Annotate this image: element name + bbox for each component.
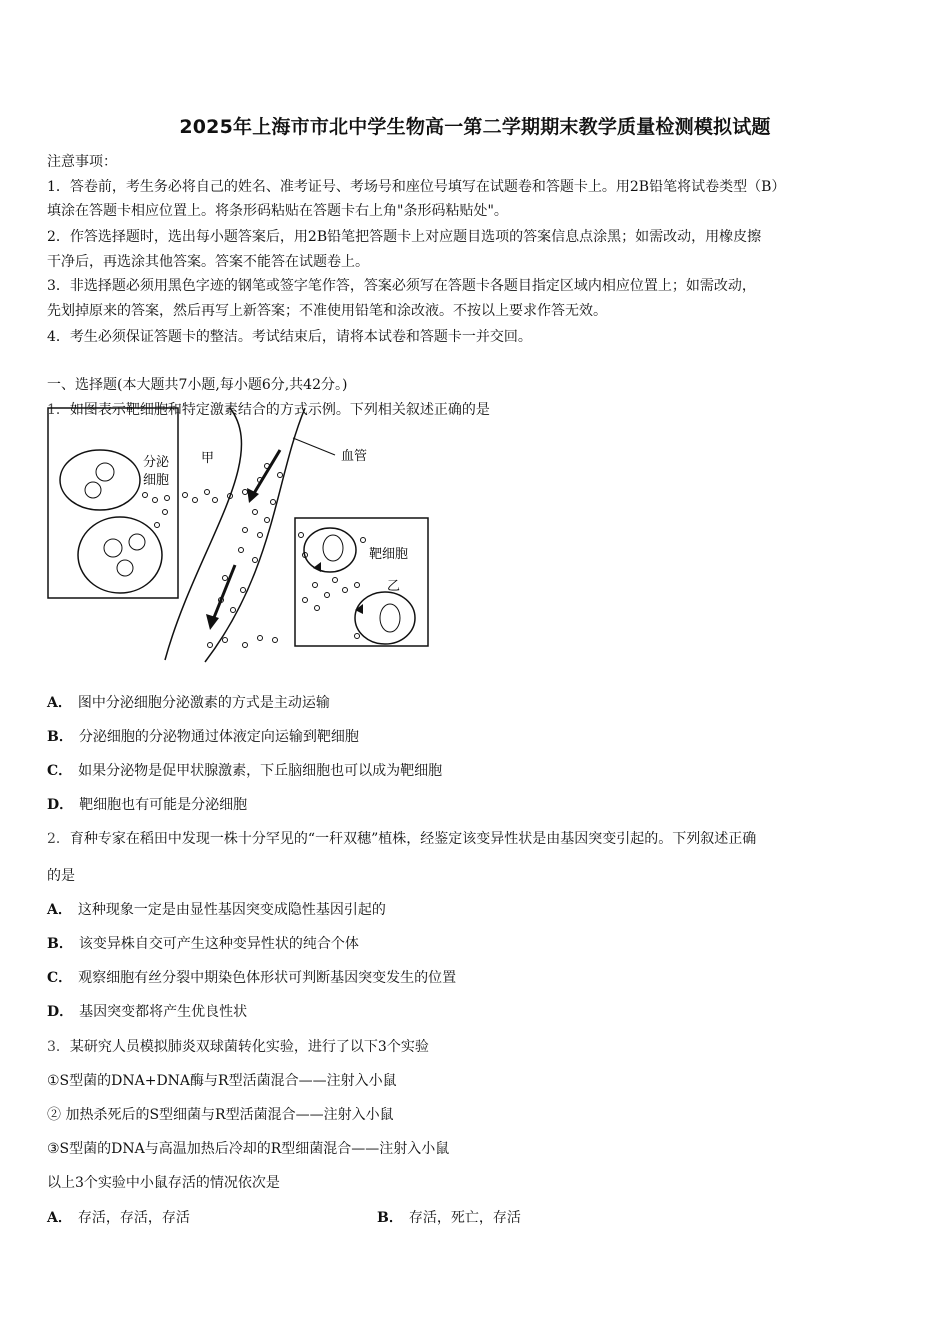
question-number: 3． [47,1039,70,1055]
question-text: 某研究人员模拟肺炎双球菌转化实验，进行了以下3个实验 [69,1039,429,1055]
flow-arrow [253,450,280,495]
target-region-box [295,518,428,646]
notice-line: 干净后，再选涂其他答案。答案不能答在试题卷上。 [47,254,369,270]
option-text: 分泌细胞的分泌物通过体液定向运输到靶细胞 [78,729,359,745]
page-title: 2025年上海市市北中学生物高一第二学期期末教学质量检测模拟试题 [179,116,771,138]
hormone-target-cell-diagram [45,400,435,665]
q3-option-b[interactable] [377,1208,521,1228]
q2-option-d[interactable] [47,1002,247,1022]
option-label: B． [47,936,73,952]
option-text: 该变异株自交可产生这种变异性状的纯合个体 [78,936,359,952]
secretory-cell-lower [78,517,162,593]
option-label: A． [47,1210,72,1226]
yi-label: 乙 [387,579,401,594]
q1-option-b[interactable] [47,727,359,747]
jia-label: 甲 [201,451,215,466]
target-cell-label: 靶细胞 [369,547,409,562]
q2-option-b[interactable] [47,934,359,954]
q2-option-a[interactable] [47,900,386,920]
option-text: 存活，存活，存活 [77,1210,190,1226]
section-heading: 一、选择题(本大题共7小题,每小题6分,共42分。) [47,377,348,393]
question-3-stem [47,1037,429,1057]
question-text: 育种专家在稻田中发现一株十分罕见的“一秆双穗”植株，经鉴定该变异性状是由基因突变引起的。下列叙述正确 [69,831,757,847]
notice-line: 1．答卷前，考生务必将自己的姓名、准考证号、考场号和座位号填写在试题卷和答题卡上。用2B铅笔将试卷类型（B） [47,179,786,195]
secretory-cell-label: 细胞 [143,473,170,488]
question-2-stem-cont: 的是 [47,868,75,884]
q2-option-c[interactable] [47,968,456,988]
notice-line: 先划掉原来的答案，然后再写上新答案；不准使用铅笔和涂改液。不按以上要求作答无效。 [47,303,607,319]
option-text: 图中分泌细胞分泌激素的方式是主动运输 [77,695,330,711]
option-text: 观察细胞有丝分裂中期染色体形状可判断基因突变发生的位置 [78,970,457,986]
blood-vessel-wall [165,408,241,660]
blood-vessel-wall [205,408,305,662]
q3-experiment-1: ①S型菌的DNA+DNA酶与R型活菌混合——注射入小鼠 [47,1073,397,1089]
option-text: 这种现象一定是由显性基因突变成隐性基因引起的 [77,902,386,918]
option-label: D． [47,797,74,813]
q1-option-a[interactable] [47,693,330,713]
option-text: 靶细胞也有可能是分泌细胞 [79,797,248,813]
option-text: 存活，死亡，存活 [408,1210,521,1226]
notice-line: 3．非选择题必须用黑色字迹的钢笔或签字笔作答，答案必须写在答题卡各题目指定区域内相应位置上；如需改动， [47,278,756,294]
question-2-stem [47,829,756,849]
question-number: 2． [47,831,70,847]
notice-heading: 注意事项： [47,154,117,170]
option-label: A． [47,695,72,711]
option-label: B． [47,729,73,745]
option-label: C． [47,970,73,986]
q3-experiment-3: ③S型菌的DNA与高温加热后冷却的R型细菌混合——注射入小鼠 [47,1141,450,1157]
option-label: C． [47,763,73,779]
option-text: 如果分泌物是促甲状腺激素，下丘脑细胞也可以成为靶细胞 [78,763,443,779]
notice-line: 2．作答选择题时，选出每小题答案后，用2B铅笔把答题卡上对应题目选项的答案信息点涂黑；如需改动，用橡皮擦 [47,229,762,245]
q3-experiment-2: ② 加热杀死后的S型细菌与R型活菌混合——注射入小鼠 [47,1107,394,1123]
target-cell-upper [304,528,356,572]
notice-line: 填涂在答题卡相应位置上。将条形码粘贴在答题卡右上角"条形码粘贴处"。 [47,203,508,219]
question-text: 如图表示靶细胞和特定激素结合的方式示例。下列相关叙述正确的是 [69,402,490,418]
target-cell-lower [355,592,415,644]
secretory-cell-label: 分泌 [143,455,170,470]
option-text: 基因突变都将产生优良性状 [79,1004,248,1020]
q3-question: 以上3个实验中小鼠存活的情况依次是 [47,1175,280,1191]
q1-option-d[interactable] [47,795,247,815]
q3-option-a[interactable] [47,1208,190,1228]
blood-vessel-label: 血管 [341,449,368,464]
option-label: B． [377,1210,403,1226]
option-label: D． [47,1004,74,1020]
question-number: 1． [47,402,70,418]
q1-option-c[interactable] [47,761,442,781]
notice-line: 4．考生必须保证答题卡的整洁。考试结束后，请将本试卷和答题卡一并交回。 [47,329,532,345]
option-label: A． [47,902,72,918]
